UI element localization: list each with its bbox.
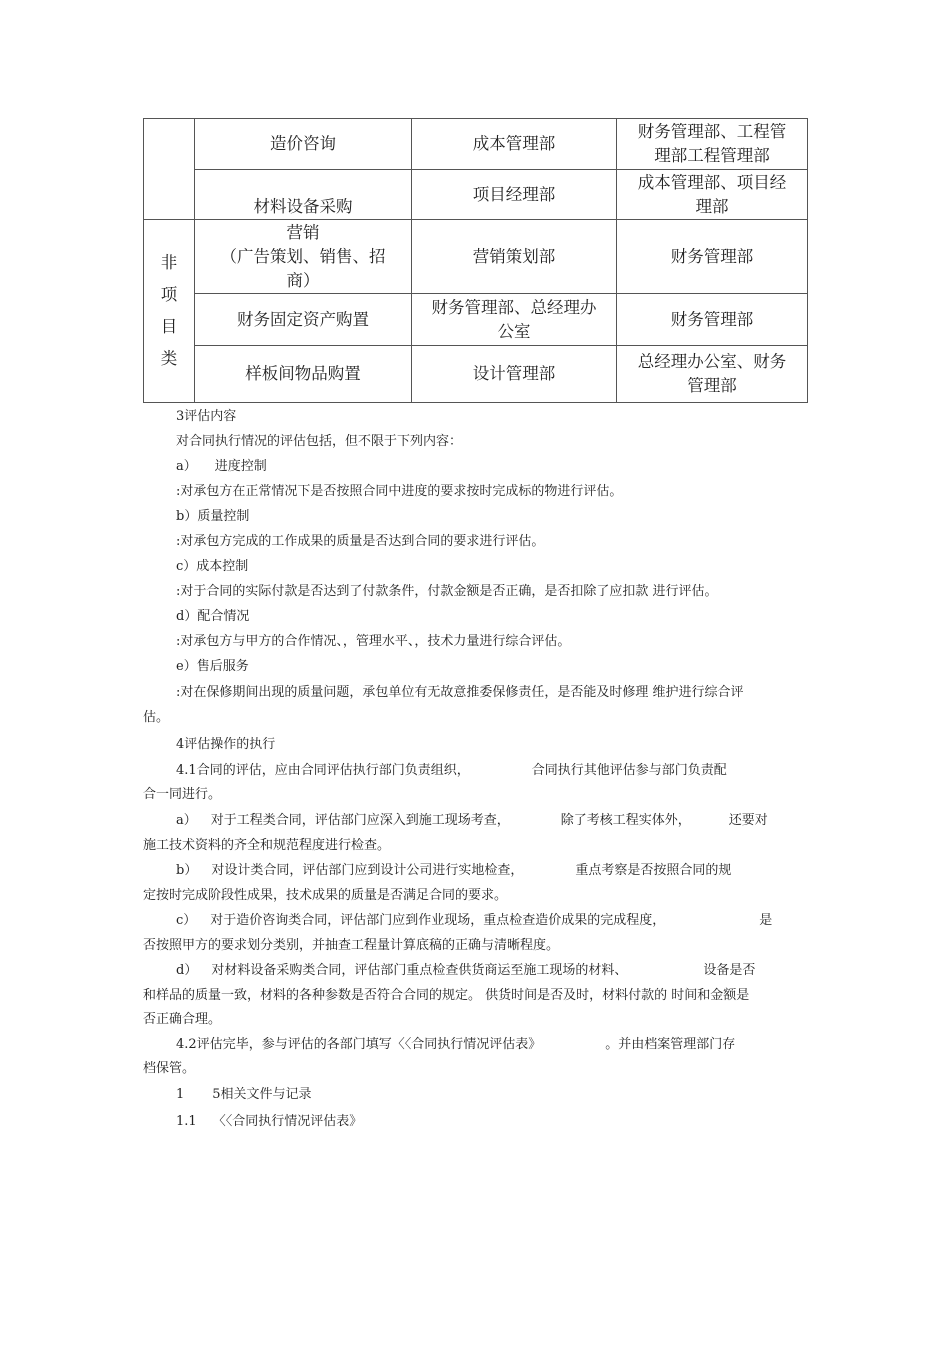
paragraph-d [176, 961, 755, 981]
item-label: b） [176, 863, 198, 878]
exec-dept-cell: 设计管理部 [412, 346, 617, 403]
text-run: 合同执行其他评估参与部门负责配 [531, 763, 727, 778]
item-name: 售后服务 [196, 659, 249, 674]
participant-dept-cell: 财务管理部、工程管 理部工程管理部 [617, 119, 808, 170]
table-row [144, 119, 808, 170]
text-run: 是 [759, 913, 773, 928]
item-desc-continued: 估。 [143, 710, 170, 725]
participant-dept-cell: 成本管理部、项目经 理部 [617, 170, 808, 220]
text-run: 对设计类合同，评估部门应到设计公司进行实地检查， [211, 863, 524, 878]
exec-dept-cell: 成本管理部 [412, 119, 617, 170]
category-char: 非 [160, 253, 178, 272]
item-desc: :对承包方完成的工作成果的质量是否达到合同的要求进行评估。 [176, 534, 545, 549]
text-run: 对于造价咨询类合同，评估部门应到作业现场，重点检查造价成果的完成程度， [210, 913, 666, 928]
text-run: 合同的评估，应由合同评估执行部门负责组织， [196, 763, 470, 778]
text-run: 设备是否 [703, 963, 756, 978]
record-item [176, 1112, 362, 1132]
item-label: a） [176, 459, 197, 474]
item-desc: :对承包方与甲方的合作情况、，管理水平、，技术力量进行综合评估。 [176, 634, 571, 649]
item-name: 配合情况 [197, 609, 250, 624]
exec-dept-cell: 营销策划部 [412, 220, 617, 294]
item-cell: 造价咨询 [195, 119, 412, 170]
item-cell: 营销 （广告策划、销售、招 商） [195, 220, 412, 294]
item-label: c） [176, 913, 197, 928]
item-cell: 材料设备采购 [195, 170, 412, 220]
item-label: a） [176, 813, 197, 828]
category-char: 项 [160, 285, 178, 304]
item-desc: :对于合同的实际付款是否达到了付款条件，付款金额是否正确，是否扣除了应扣款 进行评估。 [176, 584, 718, 599]
list-item [176, 657, 249, 677]
item-desc: :对在保修期间出现的质量问题，承包单位有无故意推委保修责任，是否能及时修理 维护进行综合评 [176, 685, 744, 700]
section-4-heading: 4评估操作的执行 [176, 737, 276, 752]
list-number: 1 [176, 1087, 185, 1102]
record-name: 〈〈合同执行情况评估表》 [212, 1114, 363, 1129]
paragraph-4-1 [176, 761, 727, 781]
paragraph-continued: 定按时完成阶段性成果，技术成果的质量是否满足合同的要求。 [143, 888, 508, 903]
participant-dept-cell: 财务管理部 [617, 220, 808, 294]
item-name: 进度控制 [214, 459, 267, 474]
paragraph-continued: 合一同进行。 [143, 787, 222, 802]
text-run: 除了考核工程实体外， [560, 813, 691, 828]
item-name: 成本控制 [196, 559, 249, 574]
item-cell: 样板间物品购置 [195, 346, 412, 403]
table-row [144, 346, 808, 403]
clause-number: 4.2 [176, 1037, 197, 1052]
category-char: 目 [160, 317, 178, 336]
item-cell: 财务固定资产购置 [195, 294, 412, 346]
item-name: 质量控制 [197, 509, 250, 524]
item-label: d） [176, 963, 198, 978]
responsibility-table [143, 118, 808, 403]
participant-dept-cell: 总经理办公室、财务 管理部 [617, 346, 808, 403]
exec-dept-cell: 项目经理部 [412, 170, 617, 220]
text-run: 重点考察是否按照合同的规 [575, 863, 732, 878]
item-label: e） [176, 659, 197, 674]
text-run: 还要对 [728, 813, 768, 828]
non-project-category-cell [144, 220, 195, 403]
paragraph-continued: 施工技术资料的齐全和规范程度进行检查。 [143, 838, 391, 853]
item-desc: :对承包方在正常情况下是否按照合同中进度的要求按时完成标的物进行评估。 [176, 484, 623, 499]
exec-dept-cell: 财务管理部、总经理办 公室 [412, 294, 617, 346]
list-number: 1.1 [176, 1114, 197, 1129]
section-3-heading: 3评估内容 [176, 409, 237, 424]
project-category-cell [144, 119, 195, 220]
list-item [176, 507, 249, 527]
section-3-intro: 对合同执行情况的评估包括，但不限于下列内容： [176, 434, 463, 449]
paragraph-4-2 [176, 1035, 735, 1055]
list-item [176, 557, 248, 577]
category-char: 类 [160, 349, 178, 368]
participant-dept-cell: 财务管理部 [617, 294, 808, 346]
section-title: 5相关文件与记录 [212, 1087, 312, 1102]
clause-number: 4.1 [176, 763, 197, 778]
paragraph-continued: 和样品的质量一致，材料的各种参数是否符合合同的规定。 供货时间是否及时，材料付款的 时间和金额是 [143, 988, 750, 1003]
item-label: b） [176, 509, 198, 524]
paragraph-continued: 否正确合理。 [143, 1012, 222, 1027]
text-run: 评估完毕，参与评估的各部门填写〈〈合同执行情况评估表》 [196, 1037, 542, 1052]
list-item [176, 607, 249, 627]
text-run: 对于工程类合同，评估部门应深入到施工现场考查， [210, 813, 510, 828]
paragraph-continued: 档保管。 [143, 1061, 196, 1076]
list-item [176, 457, 267, 477]
item-label: c） [176, 559, 197, 574]
table-row [144, 220, 808, 294]
paragraph-a [176, 811, 768, 831]
table-row [144, 170, 808, 220]
text-run: 对材料设备采购类合同，评估部门重点检查供货商运至施工现场的材料、 [211, 963, 628, 978]
section-5-heading [176, 1085, 312, 1105]
paragraph-c [176, 911, 772, 931]
text-run: 。并由档案管理部门存 [605, 1037, 736, 1052]
table-row [144, 294, 808, 346]
paragraph-b [176, 861, 731, 881]
item-label: d） [176, 609, 198, 624]
paragraph-continued: 否按照甲方的要求划分类别，并抽查工程量计算底稿的正确与清晰程度。 [143, 938, 560, 953]
